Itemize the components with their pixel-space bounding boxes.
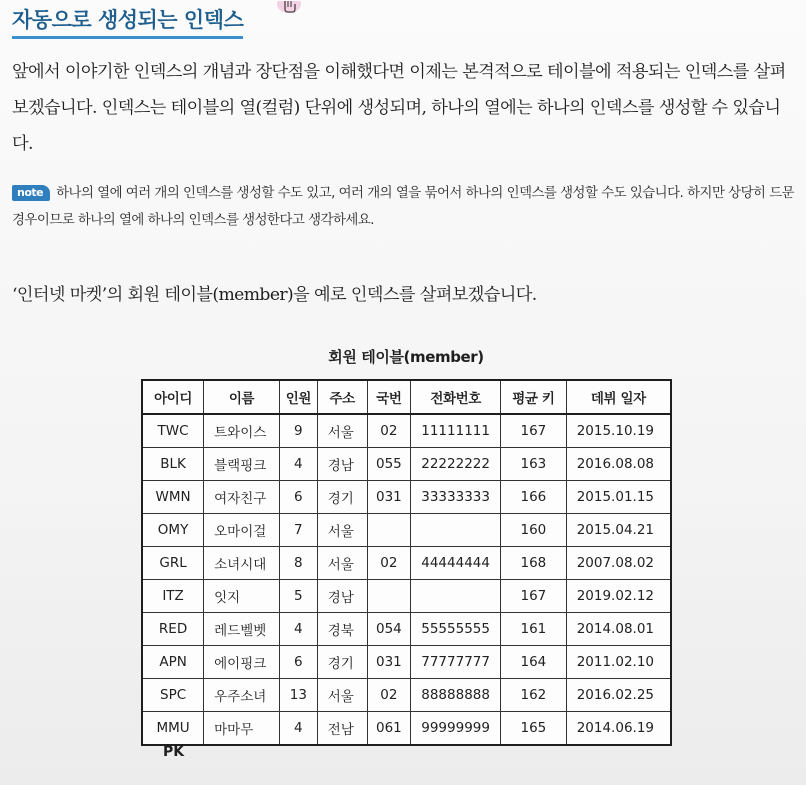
table-body: [142, 414, 671, 745]
header-cell: 전화번호: [411, 380, 501, 414]
count-cell: 4: [279, 712, 317, 746]
count-cell: 9: [279, 414, 317, 448]
area-code-cell: 054: [367, 613, 411, 646]
count-cell: 4: [279, 448, 317, 481]
height-cell: 161: [501, 613, 567, 646]
phone-cell: 44444444: [411, 547, 501, 580]
count-cell: 6: [279, 481, 317, 514]
name-cell: 소녀시대: [204, 547, 280, 580]
height-cell: 163: [501, 448, 567, 481]
debut-date-cell: 2015.04.21: [566, 514, 671, 547]
address-cell: 경기: [317, 481, 367, 514]
header-cell: 데뷔 일자: [566, 380, 671, 414]
header-cell: 이름: [204, 380, 280, 414]
height-cell: 160: [501, 514, 567, 547]
area-code-cell: 02: [367, 414, 411, 448]
height-cell: 165: [501, 712, 567, 746]
count-cell: 6: [279, 646, 317, 679]
id-cell: GRL: [142, 547, 204, 580]
height-cell: 162: [501, 679, 567, 712]
phone-cell: 77777777: [411, 646, 501, 679]
height-cell: 167: [501, 414, 567, 448]
area-code-cell: 061: [367, 712, 411, 746]
debut-date-cell: 2014.08.01: [566, 613, 671, 646]
address-cell: 서울: [317, 547, 367, 580]
debut-date-cell: 2011.02.10: [566, 646, 671, 679]
area-code-cell: [367, 580, 411, 613]
height-cell: 164: [501, 646, 567, 679]
area-code-cell: 031: [367, 646, 411, 679]
phone-cell: 55555555: [411, 613, 501, 646]
table-header-row: [142, 380, 671, 414]
name-cell: 블랙핑크: [204, 448, 280, 481]
area-code-cell: 02: [367, 547, 411, 580]
hand-pointer-icon: [276, 0, 302, 14]
count-cell: 5: [279, 580, 317, 613]
table-row: [142, 613, 671, 646]
height-cell: 168: [501, 547, 567, 580]
header-cell: 주소: [317, 380, 367, 414]
count-cell: 7: [279, 514, 317, 547]
count-cell: 8: [279, 547, 317, 580]
height-cell: 167: [501, 580, 567, 613]
area-code-cell: 055: [367, 448, 411, 481]
address-cell: 서울: [317, 414, 367, 448]
table-row: [142, 448, 671, 481]
area-code-cell: 031: [367, 481, 411, 514]
address-cell: 경북: [317, 613, 367, 646]
phone-cell: 11111111: [411, 414, 501, 448]
address-cell: 서울: [317, 679, 367, 712]
area-code-cell: 02: [367, 679, 411, 712]
phone-cell: [411, 514, 501, 547]
table-row: [142, 481, 671, 514]
name-cell: 여자친구: [204, 481, 280, 514]
address-cell: 전남: [317, 712, 367, 746]
id-cell: ITZ: [142, 580, 204, 613]
member-table: [141, 379, 672, 746]
table-caption: 회원 테이블(member): [328, 348, 484, 366]
debut-date-cell: 2015.01.15: [566, 481, 671, 514]
table-row: [142, 514, 671, 547]
table-row: [142, 646, 671, 679]
name-cell: 오마이걸: [204, 514, 280, 547]
note-block: [12, 180, 798, 234]
table-row: [142, 580, 671, 613]
address-cell: 경남: [317, 448, 367, 481]
header-cell: 평균 키: [501, 380, 567, 414]
id-cell: BLK: [142, 448, 204, 481]
note-badge: note: [12, 185, 50, 201]
id-cell: OMY: [142, 514, 204, 547]
header-cell: 아이디: [142, 380, 204, 414]
debut-date-cell: 2007.08.02: [566, 547, 671, 580]
address-cell: 경남: [317, 580, 367, 613]
address-cell: 서울: [317, 514, 367, 547]
name-cell: 레드벨벳: [204, 613, 280, 646]
debut-date-cell: 2019.02.12: [566, 580, 671, 613]
debut-date-cell: 2016.02.25: [566, 679, 671, 712]
name-cell: 마마무: [204, 712, 280, 746]
height-cell: 166: [501, 481, 567, 514]
body-paragraph: 앞에서 이야기한 인덱스의 개념과 장단점을 이해했다면 이제는 본격적으로 테이블에 적용되는 인덱스를 살펴보겠습니다. 인덱스는 테이블의 열(컬럼) 단위에 생성되며, 하나의 열에는 하나의 인덱스를 생성할 수 있습니다.: [12, 62, 786, 154]
id-cell: MMU: [142, 712, 204, 746]
table-row: [142, 547, 671, 580]
table-row: [142, 414, 671, 448]
debut-date-cell: 2014.06.19: [566, 712, 671, 746]
header-cell: 인원: [279, 380, 317, 414]
id-cell: TWC: [142, 414, 204, 448]
table-row: [142, 712, 671, 746]
phone-cell: 88888888: [411, 679, 501, 712]
note-text: 하나의 열에 여러 개의 인덱스를 생성할 수도 있고, 여러 개의 열을 묶어서 하나의 인덱스를 생성할 수도 있습니다. 하지만 상당히 드문 경우이므로 하나의 열에 하나의 인덱스를 생성한다고 생각하세요.: [12, 186, 795, 228]
section-title: 자동으로 생성되는 인덱스: [12, 6, 243, 39]
name-cell: 잇지: [204, 580, 280, 613]
name-cell: 에이핑크: [204, 646, 280, 679]
pk-label: PK: [163, 744, 185, 760]
count-cell: 13: [279, 679, 317, 712]
debut-date-cell: 2015.10.19: [566, 414, 671, 448]
id-cell: WMN: [142, 481, 204, 514]
intro-sentence: ‘인터넷 마켓’의 회원 테이블(member)을 예로 인덱스를 살펴보겠습니다.: [12, 285, 537, 305]
area-code-cell: [367, 514, 411, 547]
id-cell: APN: [142, 646, 204, 679]
name-cell: 우주소녀: [204, 679, 280, 712]
phone-cell: 33333333: [411, 481, 501, 514]
phone-cell: [411, 580, 501, 613]
header-cell: 국번: [367, 380, 411, 414]
id-cell: RED: [142, 613, 204, 646]
address-cell: 경기: [317, 646, 367, 679]
phone-cell: 99999999: [411, 712, 501, 746]
debut-date-cell: 2016.08.08: [566, 448, 671, 481]
phone-cell: 22222222: [411, 448, 501, 481]
count-cell: 4: [279, 613, 317, 646]
id-cell: SPC: [142, 679, 204, 712]
table-row: [142, 679, 671, 712]
name-cell: 트와이스: [204, 414, 280, 448]
